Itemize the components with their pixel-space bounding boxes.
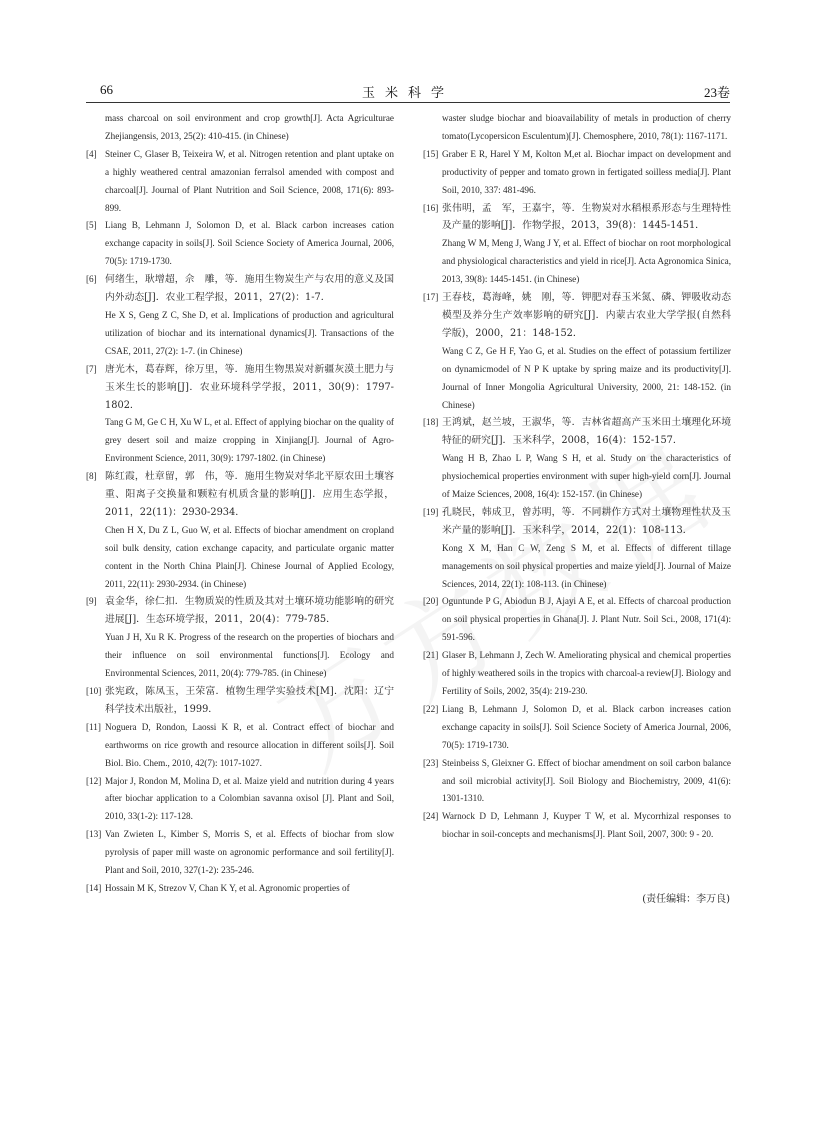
- running-header: [86, 82, 730, 102]
- reference-number: [24]: [423, 811, 439, 822]
- reference-text-english: Liang B, Lehmann J, Solomon D, et al. Black carbon increases cation exchange capacity in soils[J]. Soil Science Society of America Journal, 2006, 70(5): 1719-1730.: [442, 703, 731, 750]
- reference-text-chinese: 张宪政，陈凤玉，王荣富．植物生理学实验技术[M]．沈阳：辽宁科学技术出版社，1999．: [105, 686, 394, 715]
- reference-number: [22]: [423, 703, 439, 714]
- reference-item: [86, 110, 394, 146]
- reference-text-english: Graber E R, Harel Y M, Kolton M,et al. Biochar impact on development and productivity of pepper and tomato grown in fertigated soilless media[J]. Plant Soil, 2010, 337: 481-496.: [442, 148, 731, 195]
- reference-text-english: Chen H X, Du Z L, Guo W, et al. Effects of biochar amendment on cropland soil bulk density, cation exchange capacity, and particulate organic matter content in the North China Plain[J]. Chinese Journal of Applied Ecology, 2011, 22(11): 2930-2934. (in Chinese): [105, 524, 394, 589]
- reference-text-english: Tang G M, Ge C H, Xu W L, et al. Effect of applying biochar on the quality of grey desert soil and maize cropping in Xinjiang[J]. Journal of Agro-Environment Science, 2011, 30(9): 1797-1802. (in Chinese): [105, 417, 394, 464]
- reference-item: [86, 271, 394, 361]
- reference-text-english: Glaser B, Lehmann J, Zech W. Ameliorating physical and chemical properties of highly weathered soils in the tropics with charcoal-a review[J]. Biology and Fertility of Soils, 2002, 35(4): 219-230.: [442, 650, 731, 696]
- reference-text-english: Kong X M, Han C W, Zeng S M, et al. Effects of different tillage managements on soil physical properties and maize yield[J]. Journal of Maize Sciences, 2014, 22(1): 108-113. (in Chinese): [442, 542, 731, 589]
- reference-text-english: Steiner C, Glaser B, Teixeira W, et al. Nitrogen retention and plant uptake on a highly weathered central amazonian ferralsol amended with compost and charcoal[J]. Journal of Plant Nutrition and Soil Science, 2008, 171(6): 893-899.: [105, 148, 394, 213]
- reference-text-english: Warnock D D, Lehmann J, Kuyper T W, et al. Mycorrhizal responses to biochar in soil-concepts and mechanisms[J]. Plant Soil, 2007, 300: 9 - 20.: [442, 811, 731, 840]
- reference-text-english: mass charcoal on soil environment and crop growth[J]. Acta Agriculturae Zhejiangensis, 2013, 25(2): 410-415. (in Chinese): [105, 113, 394, 141]
- reference-item: [423, 504, 731, 594]
- reference-text-english: He X S, Geng Z C, She D, et al. Implications of production and agricultural utilization of biochar and its international dynamics[J]. Transactions of the CSAE, 2011, 27(2): 1-7. (in Chinese): [105, 309, 394, 356]
- reference-text-english: Noguera D, Rondon, Laossi K R, et al. Contract effect of biochar and earthworms on rice growth and resource allocation in different soils[J]. Soil Biol. Bio. Chem., 2010, 42(7): 1017-1027.: [105, 721, 394, 768]
- reference-number: [23]: [423, 757, 439, 768]
- reference-number: [8]: [86, 471, 97, 482]
- reference-number: [16]: [423, 202, 439, 213]
- reference-item: [423, 647, 731, 701]
- reference-item: [86, 719, 394, 773]
- reference-number: [6]: [86, 274, 97, 285]
- editor-credit: (责任编辑：李万良): [642, 894, 730, 905]
- reference-item: [423, 755, 731, 809]
- reference-text-english: Wang C Z, Ge H F, Yao G, et al. Studies on the effect of potassium fertilizer on dynamicmodel of N P K uptake by spring maize and its productivity[J]. Journal of Inner Mongolia Agricultural University, 2000, 21: 148-152. (in Chinese): [442, 345, 731, 410]
- reference-number: [15]: [423, 148, 439, 159]
- reference-text-chinese: 王鸿斌，赵兰坡，王淑华，等．吉林省超高产玉米田土壤理化环境特征的研究[J]．玉米科学，2008，16(4)：152-157．: [442, 417, 731, 447]
- reference-text-english: Hossain M K, Strezov V, Chan K Y, et al. Agronomic properties of: [105, 882, 350, 893]
- reference-text-chinese: 何绪生，耿增超，佘 雕，等．施用生物炭生产与农用的意义及国内外动态[J]．农业工程学报，2011，27(2)：1-7．: [105, 274, 394, 304]
- reference-number: [7]: [86, 363, 97, 374]
- reference-text-english: Wang H B, Zhao L P, Wang S H, et al. Study on the characteristics of physiochemical properties environment with super high-yield corn[J]. Journal of Maize Sciences, 2008, 16(4): 152-157. (in Chinese): [442, 453, 731, 500]
- reference-text-english: Yuan J H, Xu R K. Progress of the research on the properties of biochars and their influence on soil environmental functions[J]. Ecology and Environmental Sciences, 2011, 20(4): 779-785. (in Chinese): [105, 632, 394, 679]
- reference-number: [9]: [86, 596, 97, 607]
- reference-item: [86, 826, 394, 880]
- reference-number: [4]: [86, 148, 97, 159]
- reference-text-english: Liang B, Lehmann J, Solomon D, et al. Black carbon increases cation exchange capacity in soils[J]. Soil Science Society of America Journal, 2006, 70(5): 1719-1730.: [105, 220, 394, 267]
- reference-item: [423, 146, 731, 200]
- reference-number: [10]: [86, 686, 102, 696]
- reference-text-english: Oguntunde P G, Abiodun B J, Ajayi A E, et al. Effects of charcoal production on soil physical properties in Ghana[J]. J. Plant Nutr. Soil Sci., 2008, 171(4): 591-596.: [442, 596, 731, 643]
- reference-item: [86, 593, 394, 683]
- page-number: 66: [100, 82, 113, 97]
- reference-number: [17]: [423, 292, 439, 303]
- reference-number: [18]: [423, 417, 439, 428]
- reference-text-english: Van Zwieten L, Kimber S, Morris S, et al. Effects of biochar from slow pyrolysis of paper mill waste on agronomic performance and soil fertility[J]. Plant and Soil, 2010, 327(1-2): 235-246.: [105, 829, 394, 876]
- reference-item: [86, 217, 394, 271]
- reference-item: [86, 468, 394, 593]
- reference-text-chinese: 张伟明，孟 军，王嘉宇，等．生物炭对水稻根系形态与生理特性及产量的影响[J]．作物学报，2013，39(8)：1445-1451．: [442, 202, 731, 232]
- header-rule: [86, 102, 730, 103]
- reference-number: [11]: [86, 721, 101, 732]
- reference-text-english: Zhang W M, Meng J, Wang J Y, et al. Effect of biochar on root morphological and physiological characteristics and yield in rice[J]. Acta Agronomica Sinica, 2013, 39(8): 1445-1451. (in Chinese): [442, 238, 731, 285]
- reference-item: [423, 593, 731, 647]
- reference-item: [423, 808, 731, 844]
- reference-item: [86, 146, 394, 218]
- reference-text-english: waster sludge biochar and bioavailability of metals in production of cherry tomato(Lycopersicon Esculentum)[J]. Chemosphere, 2010, 78(1): 1167-1171.: [442, 113, 731, 141]
- reference-number: [13]: [86, 829, 102, 840]
- reference-number: [20]: [423, 596, 439, 607]
- reference-text-chinese: 王春枝，葛海峰，姚 刚，等．钾肥对春玉米氮、磷、钾吸收动态模型及养分生产效率影响的研究[J]．内蒙古农业大学学报(自然科学版)，2000，21：148-152．: [442, 292, 731, 339]
- reference-text-chinese: 孔晓民，韩成卫，曾苏明，等．不同耕作方式对土壤物理性状及玉米产量的影响[J]．玉米科学，2014，22(1)：108-113．: [442, 506, 731, 536]
- journal-title: 玉米科学: [361, 86, 454, 101]
- reference-number: [14]: [86, 882, 102, 893]
- reference-item: [86, 880, 394, 898]
- reference-number: [21]: [423, 650, 439, 661]
- reference-text-chinese: 陈红霞，杜章留，郭 伟，等．施用生物炭对华北平原农田土壤容重、阳离子交换量和颗粒有机质含量的影响[J]．应用生态学报，2011，22(11)：2930-2934．: [105, 471, 394, 518]
- reference-item: [423, 110, 731, 146]
- reference-text-chinese: 唐光木，葛春辉，徐万里，等．施用生物黑炭对新疆灰漠土肥力与玉米生长的影响[J]．农业环境科学学报，2011，30(9)：1797-1802．: [105, 363, 394, 411]
- reference-number: [19]: [423, 506, 439, 517]
- reference-item: [423, 200, 731, 290]
- reference-item: [423, 289, 731, 414]
- reference-number: [5]: [86, 220, 97, 231]
- reference-item: [423, 414, 731, 504]
- references-left-column: [86, 110, 394, 898]
- reference-text-english: Steinbeiss S, Gleixner G. Effect of biochar amendment on soil carbon balance and soil microbial activity[J]. Soil Biology and Biochemistry, 2009, 41(6): 1301-1310.: [442, 757, 731, 804]
- reference-text-chinese: 袁金华，徐仁扣．生物质炭的性质及其对土壤环境功能影响的研究进展[J]．生态环境学报，2011，20(4)：779-785．: [105, 596, 394, 626]
- reference-item: [86, 683, 394, 719]
- reference-text-english: Major J, Rondon M, Molina D, et al. Maize yield and nutrition during 4 years after biochar application to a Colombian savanna oxisol [J]. Plant and Soil, 2010, 33(1-2): 117-128.: [105, 775, 394, 822]
- reference-item: [86, 773, 394, 827]
- references-right-column: [423, 110, 731, 844]
- reference-number: [12]: [86, 775, 102, 786]
- volume-label: 23卷: [703, 85, 730, 100]
- reference-item: [423, 701, 731, 755]
- reference-item: [86, 361, 394, 468]
